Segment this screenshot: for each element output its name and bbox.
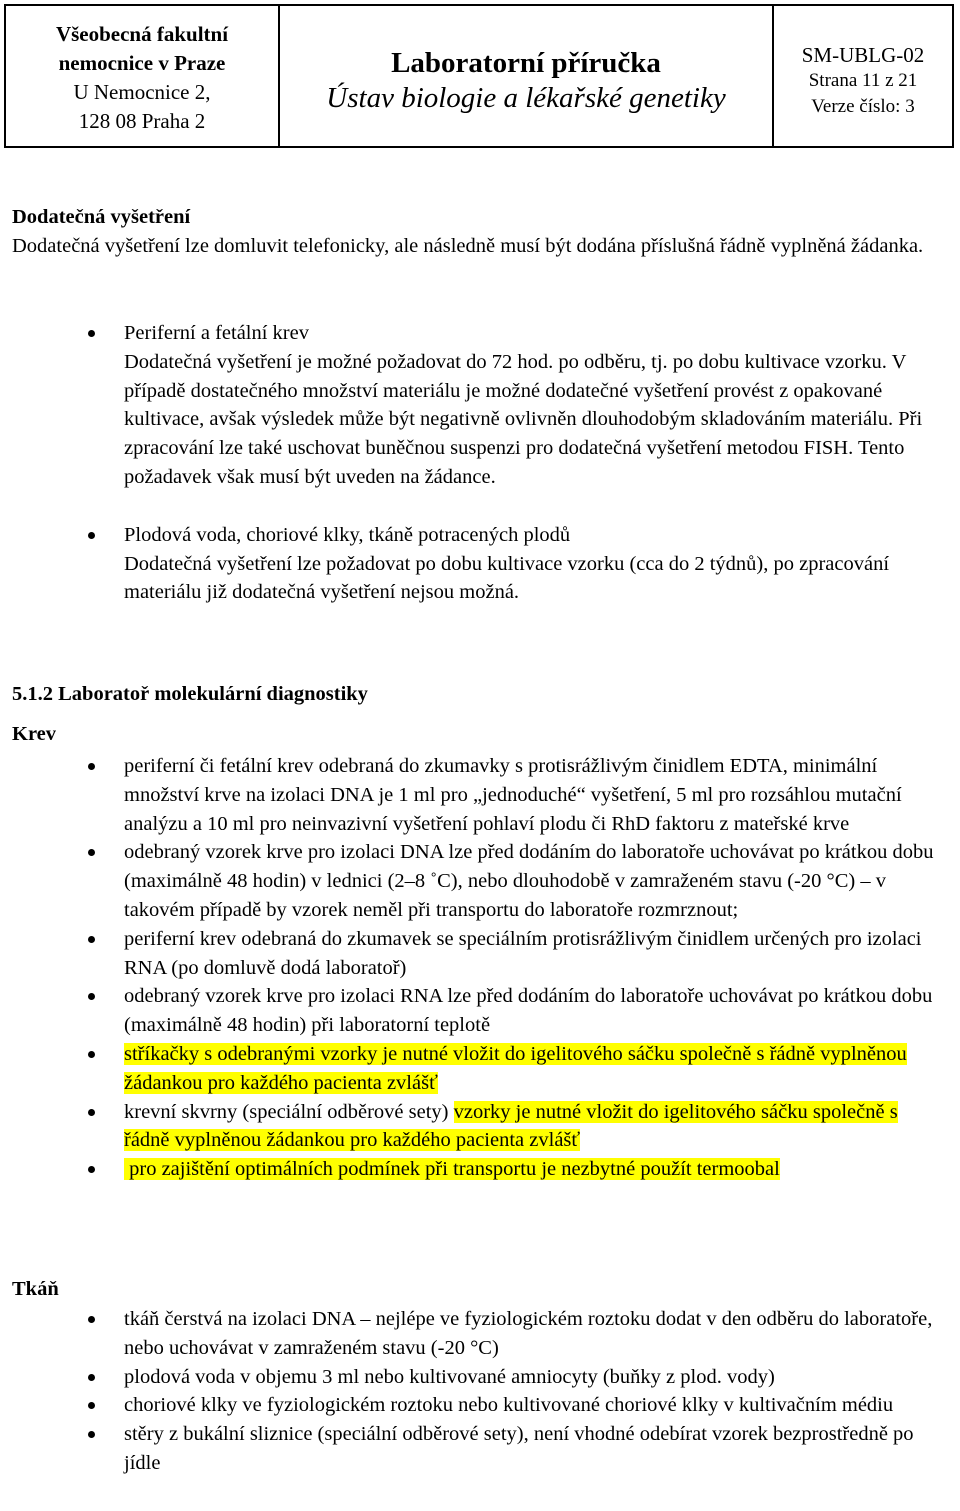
document-code: SM-UBLG-02: [801, 43, 925, 67]
section-title: Laboratoř molekulární diagnostiky: [58, 683, 368, 705]
header-institution: [6, 6, 280, 146]
subsection-label-blood: Krev: [12, 723, 57, 745]
institution-address-line1: U Nemocnice 2,: [73, 80, 211, 104]
list-item-highlighted: stříkačky s odebranými vzorky je nutné vložit do igelitového sáčku společně s řádně vyplněnou žádankou pro každého pacienta zvlášť: [124, 1040, 948, 1098]
list-item-text: Dodatečná vyšetření lze požadovat po dobu kultivace vzorku (cca do 2 týdnů), po zpracování materiálu již dodatečná vyšetření nejsou možná.: [124, 552, 890, 604]
list-item-partial-highlight: krevní skvrny (speciální odběrové sety) vzorky je nutné vložit do igelitového sáčku společně s řádně vyplněnou žádankou pro každého pacienta zvlášť: [124, 1098, 948, 1156]
list-item: tkáň čerstvá na izolaci DNA – nejlépe ve fyziologickém roztoku dodat v den odběru do laboratoře, nebo uchovávat v zamraženém stavu (-20 °C): [124, 1305, 948, 1363]
section-intro-additional: Dodatečná vyšetření lze domluvit telefonicky, ale následně musí být dodána příslušná řádně vyplněná žádanka.: [12, 235, 924, 257]
list-item: [124, 319, 948, 492]
list-item: plodová voda v objemu 3 ml nebo kultivované amniocyty (buňky z plod. vody): [124, 1363, 948, 1392]
list-item: [124, 521, 948, 607]
list-item-title: Periferní a fetální krev: [124, 322, 309, 344]
additional-tests-list: [124, 319, 948, 607]
section-heading-additional: Dodatečná vyšetření: [12, 206, 191, 228]
institution-name-line2: nemocnice v Praze: [58, 51, 226, 75]
page-number: Strana 11 z 21: [808, 70, 918, 91]
tissue-requirements-list: [124, 1305, 948, 1478]
list-item: odebraný vzorek krve pro izolaci DNA lze před dodáním do laboratoře uchovávat po krátkou dobu (maximálně 48 hodin) v lednici (2–8 ˚C), nebo dlouhodobě v zamraženém stavu (-20 °C) – v takovém případě by vzorek neměl při transportu do laboratoře rozmrznout;: [124, 838, 948, 924]
list-item: periferní krev odebraná do zkumavek se speciálním protisrážlivým činidlem určených pro izolaci RNA (po domluvě dodá laboratoř): [124, 925, 948, 983]
institution-address-line2: 128 08 Praha 2: [78, 109, 206, 133]
list-item-text: Dodatečná vyšetření je možné požadovat do 72 hod. po odběru, tj. po dobu kultivace vzorku. V případě dostatečného množství materiálu je možné dodatečné vyšetření provést z opakované kultivace, avšak výsledek může být negativně ovlivněn dlouhodobým skladováním materiálu. Při zpracování lze také uschovat buněčnou suspenzi pro dodatečná vyšetření metodou FISH. Tento požadavek však musí být uveden na žádance.: [124, 350, 923, 488]
list-item: periferní či fetální krev odebraná do zkumavky s protisrážlivým činidlem EDTA, minimální množství krve na izolaci DNA je 1 ml pro „jednoduché“ vyšetření, 5 ml pro rozsáhlou mutační analýzu a 10 ml pro neinvazivní vyšetření pohlaví plodu či RhD faktoru z mateřské krve: [124, 752, 948, 838]
header-doc-info: [774, 6, 952, 146]
document-header: [4, 4, 954, 148]
section-heading-molecular: [12, 680, 948, 709]
version-number: Verze číslo: 3: [811, 96, 915, 117]
list-item: odebraný vzorek krve pro izolaci RNA lze před dodáním do laboratoře uchovávat po krátkou dobu (maximálně 48 hodin) při laboratorní teplotě: [124, 982, 948, 1040]
institution-name-line1: Všeobecná fakultní: [55, 22, 229, 46]
document-subtitle: Ústav biologie a lékařské genetiky: [326, 82, 726, 114]
document-title: Laboratorní příručka: [391, 47, 661, 79]
list-item-highlighted: pro zajištění optimálních podmínek při transportu je nezbytné použít termoobal: [124, 1155, 948, 1184]
header-title-cell: [280, 6, 774, 146]
blood-requirements-list: [124, 752, 948, 1184]
section-number: 5.1.2: [12, 683, 53, 705]
list-item-title: Plodová voda, choriové klky, tkáně potracených plodů: [124, 523, 571, 546]
list-item: choriové klky ve fyziologickém roztoku nebo kultivované choriové klky v kultivačním médiu: [124, 1391, 948, 1420]
list-item: stěry z bukální sliznice (speciální odběrové sety), není vhodné odebírat vzorek bezprostředně po jídle: [124, 1420, 948, 1478]
subsection-label-tissue: Tkáň: [12, 1278, 59, 1300]
